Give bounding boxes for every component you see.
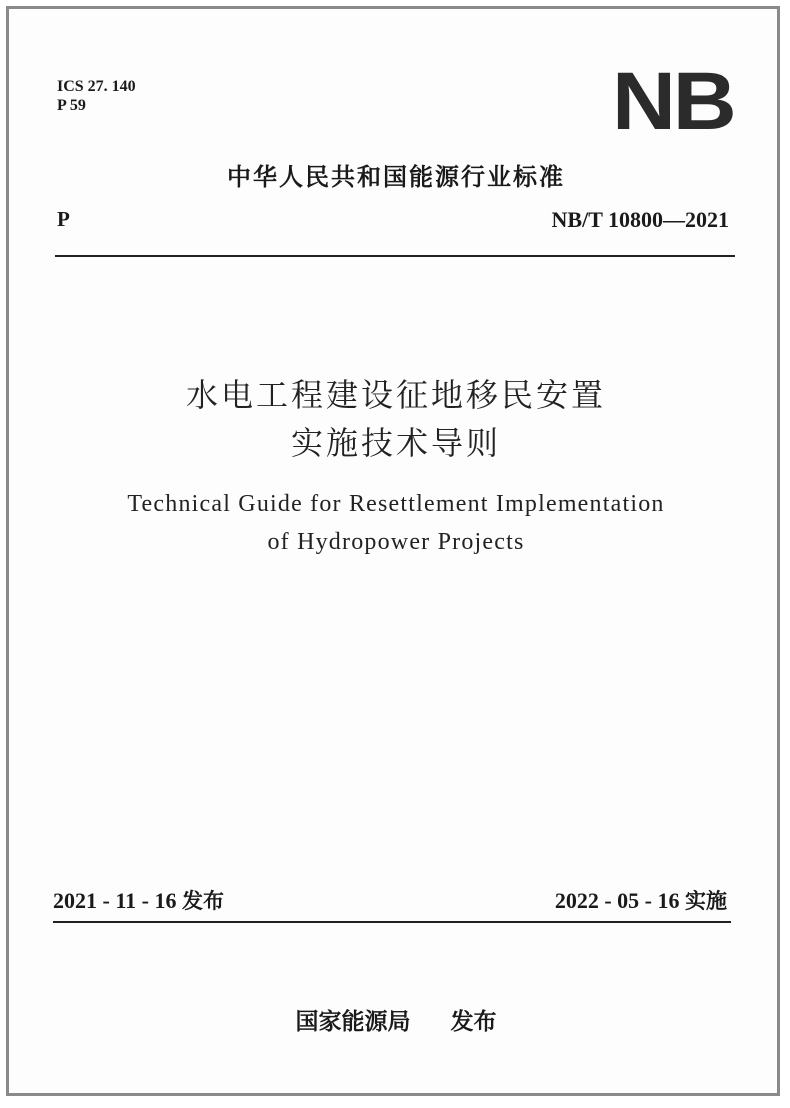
title-en-line-2: of Hydropower Projects <box>267 529 525 555</box>
implementation-date-value: 2022 - 05 - 16 <box>554 888 680 913</box>
ccs-code: P 59 <box>57 97 86 114</box>
standard-number: NB/T 10800—2021 <box>551 207 729 232</box>
title-cn-line-1: 水电工程建设征地移民安置 <box>185 376 606 414</box>
standard-type: 中华人民共和国能源行业标准 <box>227 163 565 191</box>
title-en-line-1: Technical Guide for Resettlement Implementation <box>127 491 665 517</box>
nb-logo: NB <box>611 56 733 147</box>
publisher <box>9 1003 783 1036</box>
title-english <box>9 485 783 561</box>
issue-label: 发布 <box>181 889 224 913</box>
issue-date <box>53 885 224 915</box>
footer-divider <box>53 921 731 923</box>
publisher-label: 发布 <box>450 1009 497 1035</box>
implementation-label: 实施 <box>685 889 727 913</box>
publisher-name: 国家能源局 <box>295 1009 411 1035</box>
category-code: P <box>57 207 70 231</box>
header-divider <box>55 255 735 257</box>
ics-code: ICS 27. 140 <box>57 78 136 95</box>
implementation-date <box>555 885 727 915</box>
classification-codes <box>57 77 136 115</box>
standard-cover <box>6 6 780 1096</box>
title-cn-line-2: 实施技术导则 <box>290 424 501 462</box>
issue-date-value: 2021 - 11 - 16 <box>53 888 177 913</box>
title-chinese <box>9 371 783 467</box>
